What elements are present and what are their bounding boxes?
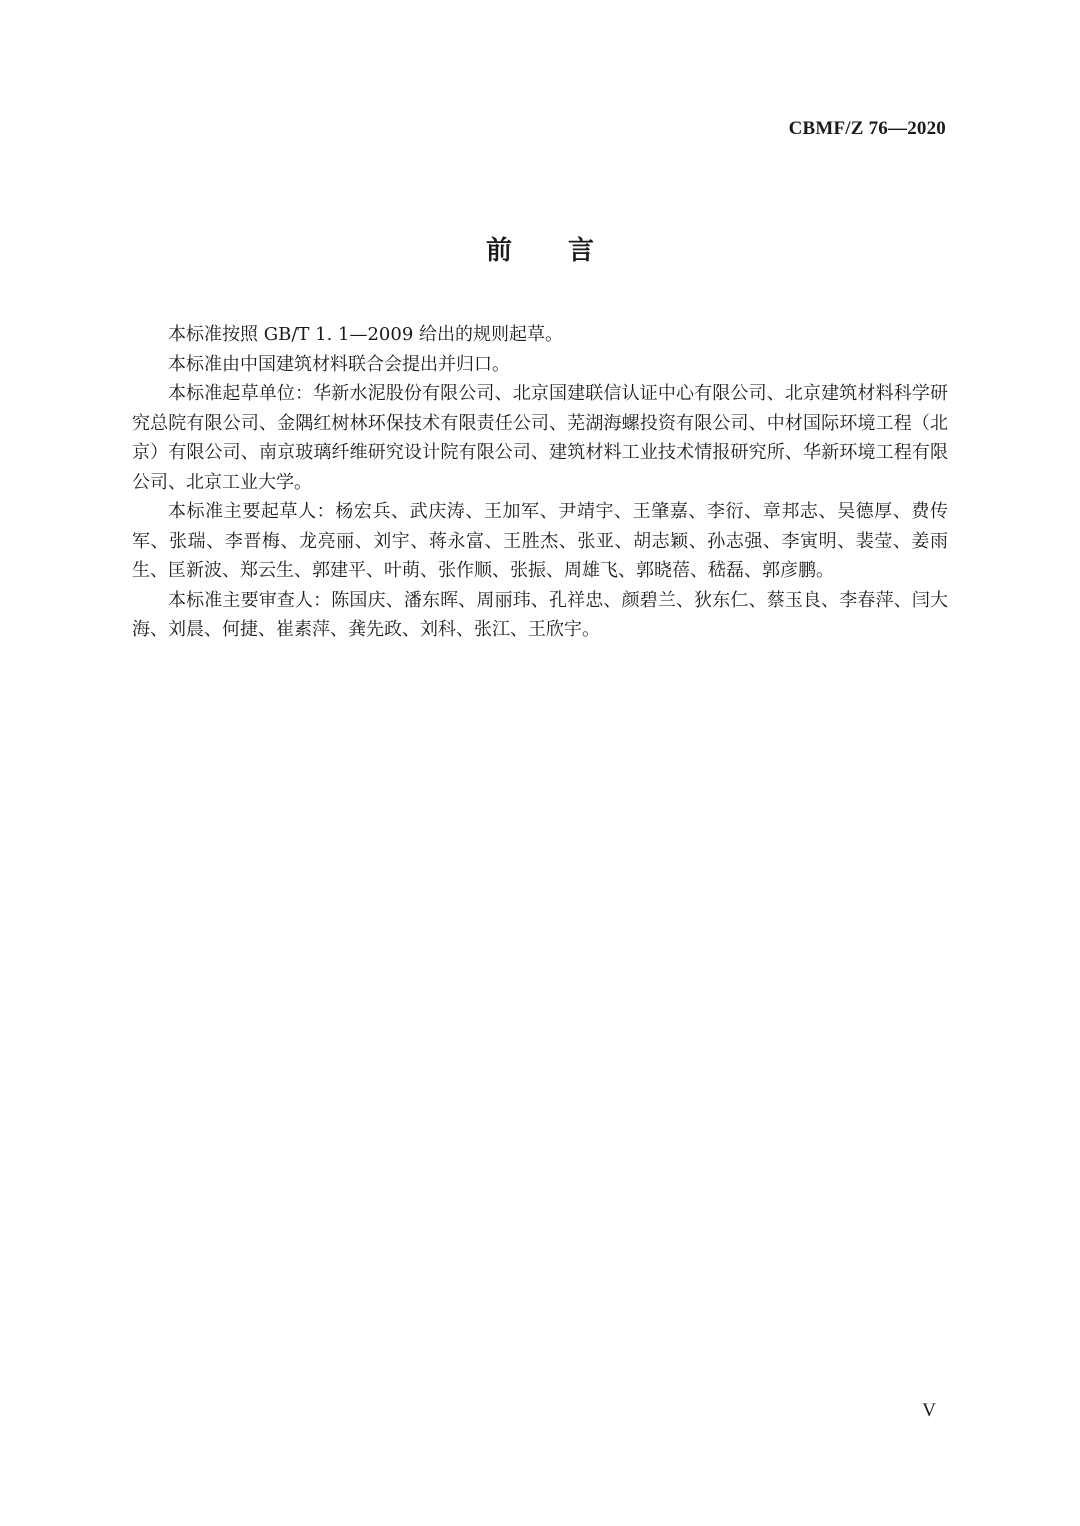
page-number: V [922,1400,936,1421]
paragraph-proposer: 本标准由中国建筑材料联合会提出并归口。 [168,353,510,375]
page-title: 前言 [485,236,650,266]
paragraph-drafting-rules: 本标准按照 GB/T 1. 1—2009 给出的规则起草。 [168,324,563,345]
paragraph-drafting-units: 本标准起草单位：华新水泥股份有限公司、北京国建联信认证中心有限公司、北京建筑材料科学研究总院有限公司、金隅红树林环保技术有限责任公司、芜湖海螺投资有限公司、中材国际环境工程（北京）有限公司、南京玻璃纤维研究设计院有限公司、建筑材料工业技术情报研究所、华新环境工程有限公司、北京工业大学。 [132,383,948,493]
paragraph-main-drafters: 本标准主要起草人：杨宏兵、武庆涛、王加军、尹靖宇、王肇嘉、李衍、章邦志、吴德厚、费传军、张瑞、李晋梅、龙亮丽、刘宇、蒋永富、王胜杰、张亚、胡志颖、孙志强、李寅明、裴莹、姜雨生、匡新波、郑云生、郭建平、叶萌、张作顺、张振、周雄飞、郭晓蓓、嵇磊、郭彦鹏。 [132,501,948,581]
preface-body [132,320,948,645]
paragraph-main-reviewers: 本标准主要审查人：陈国庆、潘东晖、周丽玮、孔祥忠、颜碧兰、狄东仁、蔡玉良、李春萍、闫大海、刘晨、何捷、崔素萍、龚先政、刘科、张江、王欣宇。 [132,589,948,640]
document-code: CBMF/Z 76—2020 [788,118,946,139]
